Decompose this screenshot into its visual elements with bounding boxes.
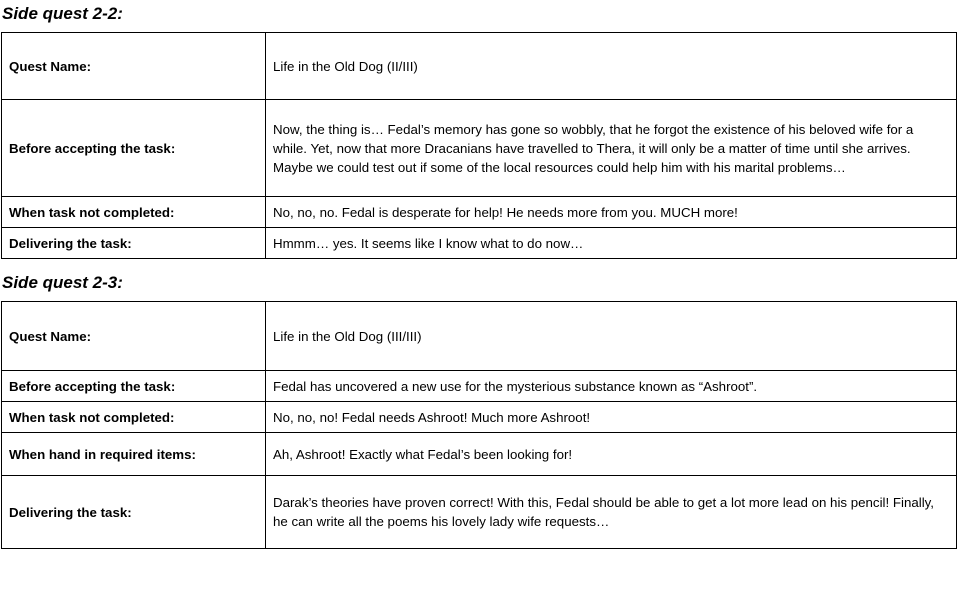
table-row [2, 33, 957, 100]
row-label-when-hand-in-required-items: When hand in required items: [2, 433, 266, 476]
row-label-quest-name: Quest Name: [2, 302, 266, 371]
row-label-quest-name: Quest Name: [2, 33, 266, 100]
row-label-when-task-not-completed: When task not completed: [2, 197, 266, 228]
table-row [2, 302, 957, 371]
row-label-delivering-the-task: Delivering the task: [2, 228, 266, 259]
row-label-when-task-not-completed: When task not completed: [2, 402, 266, 433]
row-value-quest-name: Life in the Old Dog (II/III) [266, 33, 957, 100]
row-value-when-hand-in-required-items: Ah, Ashroot! Exactly what Fedal’s been looking for! [266, 433, 957, 476]
quest-table-2-3 [1, 301, 957, 549]
row-label-before-accepting-the-task: Before accepting the task: [2, 100, 266, 197]
table-row [2, 197, 957, 228]
row-value-when-task-not-completed: No, no, no! Fedal needs Ashroot! Much more Ashroot! [266, 402, 957, 433]
row-value-before-accepting-the-task: Fedal has uncovered a new use for the mysterious substance known as “Ashroot”. [266, 371, 957, 402]
row-value-before-accepting-the-task: Now, the thing is… Fedal’s memory has gone so wobbly, that he forgot the existence of his beloved wife for a while. Yet, now that more Dracanians have travelled to Thera, it will only be a matter of time until she arrives. Maybe we could test out if some of the local resources could help him with his marital problems… [266, 100, 957, 197]
row-value-delivering-the-task: Hmmm… yes. It seems like I know what to do now… [266, 228, 957, 259]
table-row [2, 100, 957, 197]
row-value-delivering-the-task: Darak’s theories have proven correct! With this, Fedal should be able to get a lot more lead on his pencil! Finally, he can write all the poems his lovely lady wife requests… [266, 476, 957, 549]
row-label-before-accepting-the-task: Before accepting the task: [2, 371, 266, 402]
row-label-delivering-the-task: Delivering the task: [2, 476, 266, 549]
section-heading-side-quest-2-3: Side quest 2-3: [2, 273, 123, 292]
section-heading-side-quest-2-2: Side quest 2-2: [2, 4, 123, 23]
table-row [2, 402, 957, 433]
quest-table-2-2 [1, 32, 957, 259]
table-row [2, 433, 957, 476]
table-row [2, 371, 957, 402]
table-row [2, 476, 957, 549]
row-value-when-task-not-completed: No, no, no. Fedal is desperate for help! He needs more from you. MUCH more! [266, 197, 957, 228]
row-value-quest-name: Life in the Old Dog (III/III) [266, 302, 957, 371]
table-row [2, 228, 957, 259]
